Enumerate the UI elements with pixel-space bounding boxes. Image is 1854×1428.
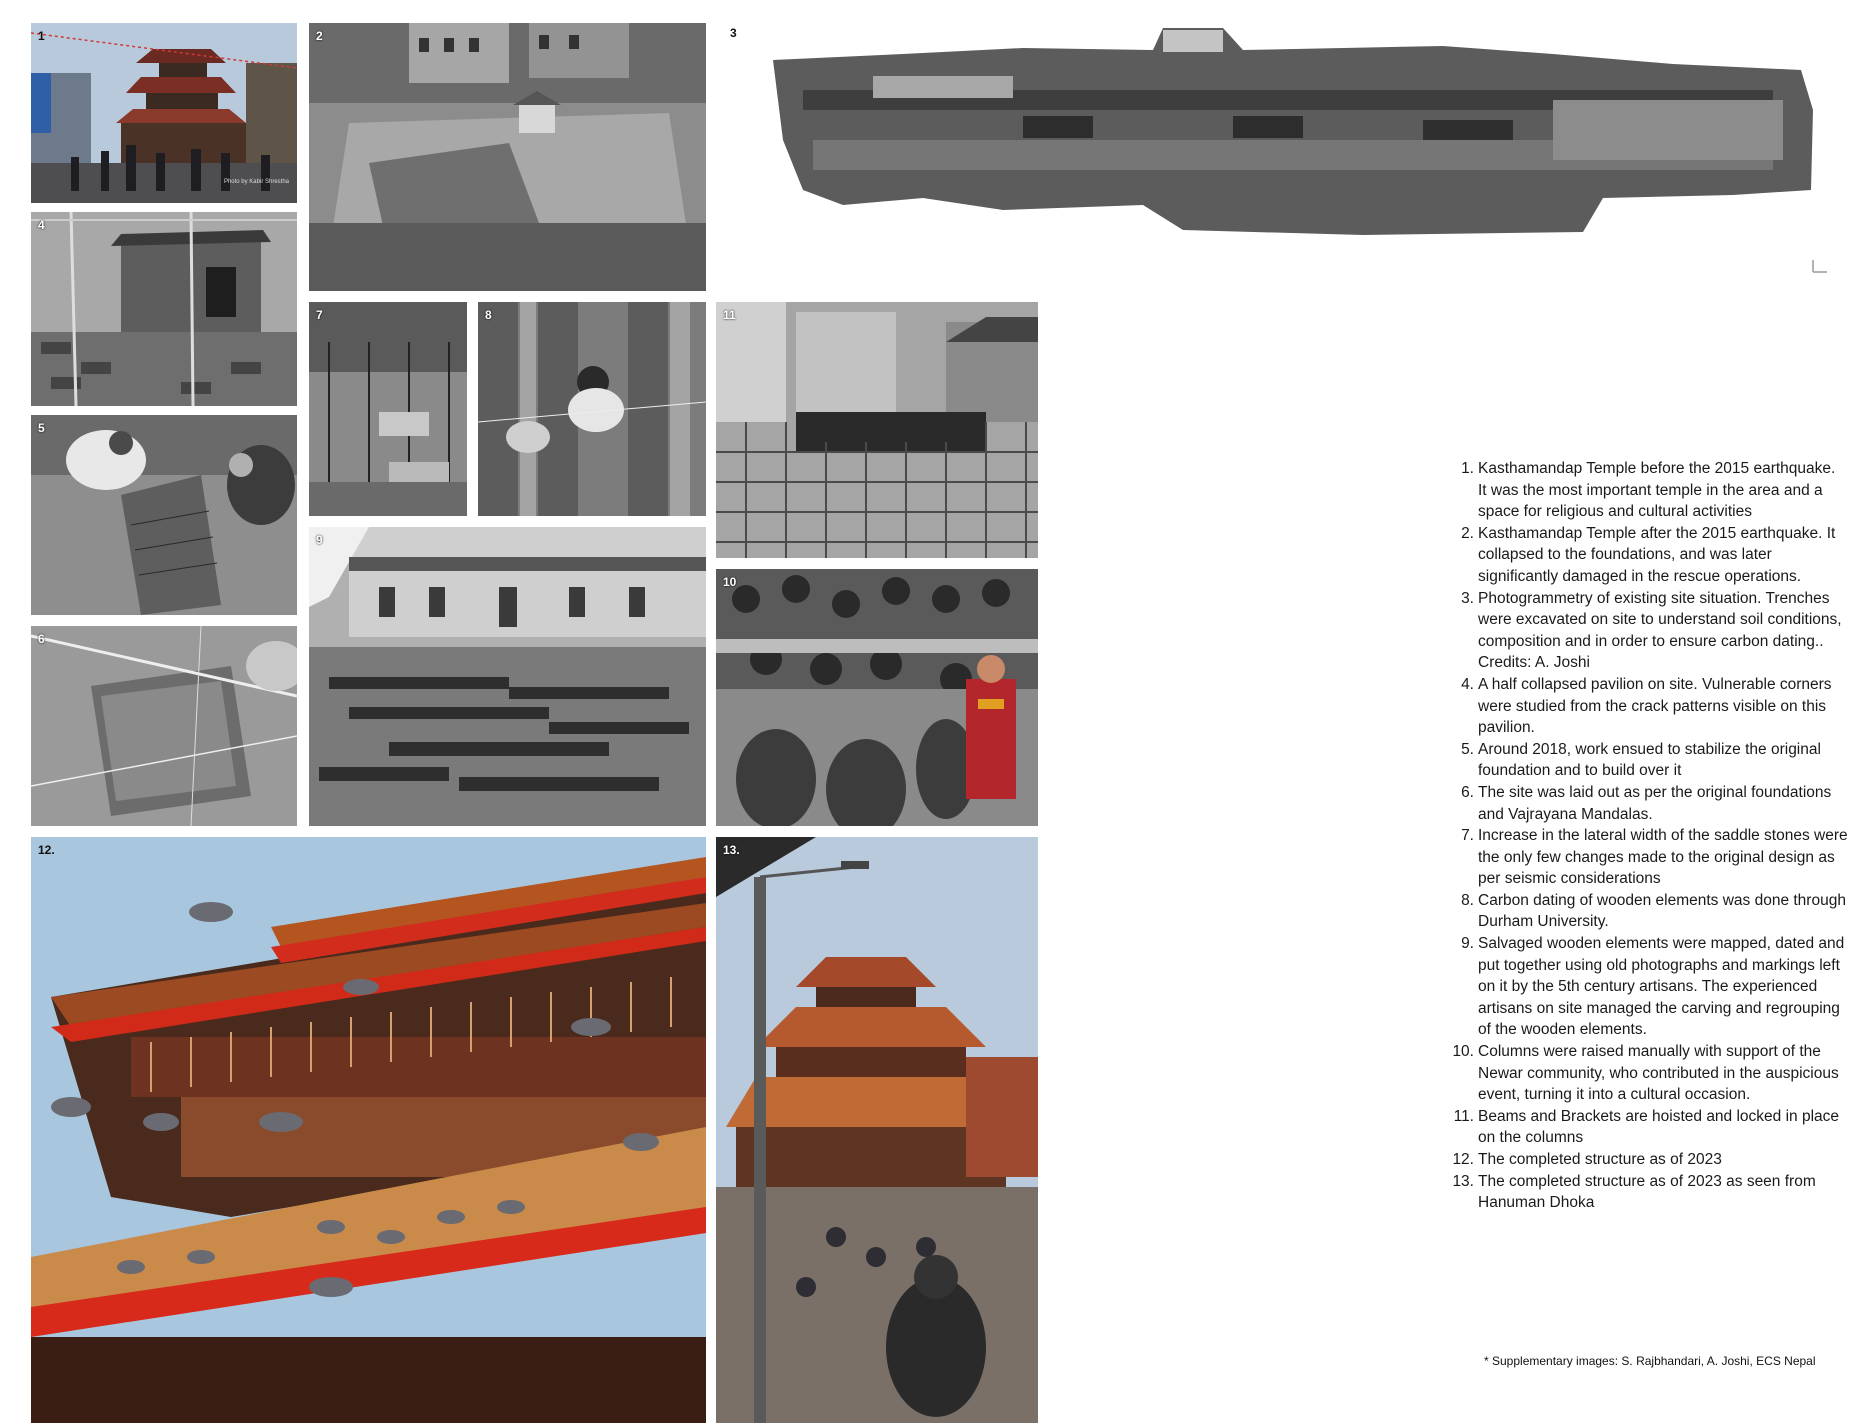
caption-item (1452, 1171, 1848, 1214)
caption-item (1461, 588, 1848, 674)
caption-item (1461, 458, 1848, 523)
photo-number: 10 (723, 575, 737, 589)
caption-text: Increase in the lateral width of the saddle stones were the only few changes made to the original design as per seismic considerations (1478, 827, 1848, 888)
caption-number: 2. (1461, 524, 1474, 542)
photo-number: 2 (316, 29, 323, 43)
caption-text: Columns were raised manually with support of the Newar community, who contributed in the auspicious event, turning it into a cultural occasion. (1478, 1043, 1839, 1104)
caption-number: 10. (1452, 1043, 1474, 1061)
caption-text: Carbon dating of wooden elements was done through Durham University. (1478, 891, 1846, 931)
caption-number: 12. (1452, 1151, 1474, 1168)
caption-item (1461, 674, 1848, 739)
caption-item (1461, 825, 1848, 890)
photo-number: 6 (38, 632, 45, 646)
photo-number: 9 (316, 533, 323, 547)
photo-number: 4 (38, 218, 45, 232)
supplementary-credits: * Supplementary images: S. Rajbhandari, A. Joshi, ECS Nepal (1484, 1354, 1816, 1368)
caption-item (1452, 1149, 1848, 1171)
caption-number: 5. (1461, 740, 1474, 758)
caption-text: Salvaged wooden elements were mapped, dated and put together using old photographs and markings left on it by the 5th century artisans. The experienced artisans on site managed the carving and regrouping of the wooden elements. (1478, 935, 1845, 1039)
photo-number: 5 (38, 421, 45, 435)
caption-item (1452, 1041, 1848, 1106)
caption-item (1461, 782, 1848, 825)
caption-item (1461, 523, 1848, 588)
caption-number: 1. (1461, 460, 1474, 477)
photo-12-completed-structure (31, 837, 706, 1423)
caption-number: 13. (1452, 1172, 1474, 1190)
photo-8-carbon-dating (478, 302, 706, 516)
photo-7-saddle-stones (309, 302, 467, 516)
caption-number: 3. (1461, 589, 1474, 607)
photo-number: 12. (38, 843, 55, 857)
caption-text: Kasthamandap Temple before the 2015 earthquake. It was the most important temple in the area and a space for religious and cultural activities (1478, 460, 1836, 521)
caption-text: The completed structure as of 2023 as seen from Hanuman Dhoka (1478, 1172, 1816, 1212)
caption-item (1461, 890, 1848, 933)
photo-13-hanuman-dhoka-view (716, 837, 1038, 1423)
caption-number: 11. (1453, 1107, 1474, 1125)
caption-text: Around 2018, work ensued to stabilize the original foundation and to build over it (1478, 740, 1821, 780)
caption-text: Kasthamandap Temple after the 2015 earthquake. It collapsed to the foundations, and was later significantly damaged in the rescue operations. (1478, 524, 1836, 585)
caption-text: A half collapsed pavilion on site. Vulnerable corners were studied from the crack patterns visible on this pavilion. (1478, 675, 1832, 737)
photo-credit: Photo by Kabir Shrestha (223, 179, 289, 185)
photo-4-pavilion (31, 212, 297, 406)
caption-text: Beams and Brackets are hoisted and locked in place on the columns (1478, 1107, 1840, 1147)
photo-number: 7 (316, 308, 323, 322)
caption-number: 9. (1461, 935, 1474, 953)
caption-text: The site was laid out as per the original foundations and Vajrayana Mandalas. (1478, 783, 1832, 823)
caption-number: 8. (1461, 891, 1474, 909)
caption-number: 7. (1461, 827, 1474, 845)
photo-11-beams-brackets (716, 302, 1038, 558)
photo-number: 11 (723, 308, 736, 322)
photo-number: 13. (723, 843, 740, 857)
photo-number: 1 (38, 29, 45, 43)
photo-10-columns-raised (716, 569, 1038, 826)
caption-text: Photogrammetry of existing site situation. Trenches were excavated on site to understand soil conditions, composition and in order to ensure carbon dating.. Credits: A. Joshi (1478, 589, 1842, 672)
caption-number: 4. (1461, 675, 1474, 693)
photo-number: 8 (485, 308, 492, 322)
caption-item (1453, 1106, 1848, 1149)
caption-list (1452, 458, 1848, 1214)
photo-6-layout (31, 626, 297, 826)
photo-3-photogrammetry (723, 20, 1833, 285)
caption-item (1461, 739, 1848, 782)
photo-number: 3 (730, 26, 737, 40)
photo-5-foundation (31, 415, 297, 615)
photo-1-temple-before (31, 23, 297, 203)
photo-9-wooden-elements (309, 527, 706, 826)
photo-2-temple-after (309, 23, 706, 291)
caption-text: The completed structure as of 2023 (1478, 1151, 1722, 1168)
caption-item (1461, 933, 1848, 1041)
caption-number: 6. (1461, 783, 1474, 801)
